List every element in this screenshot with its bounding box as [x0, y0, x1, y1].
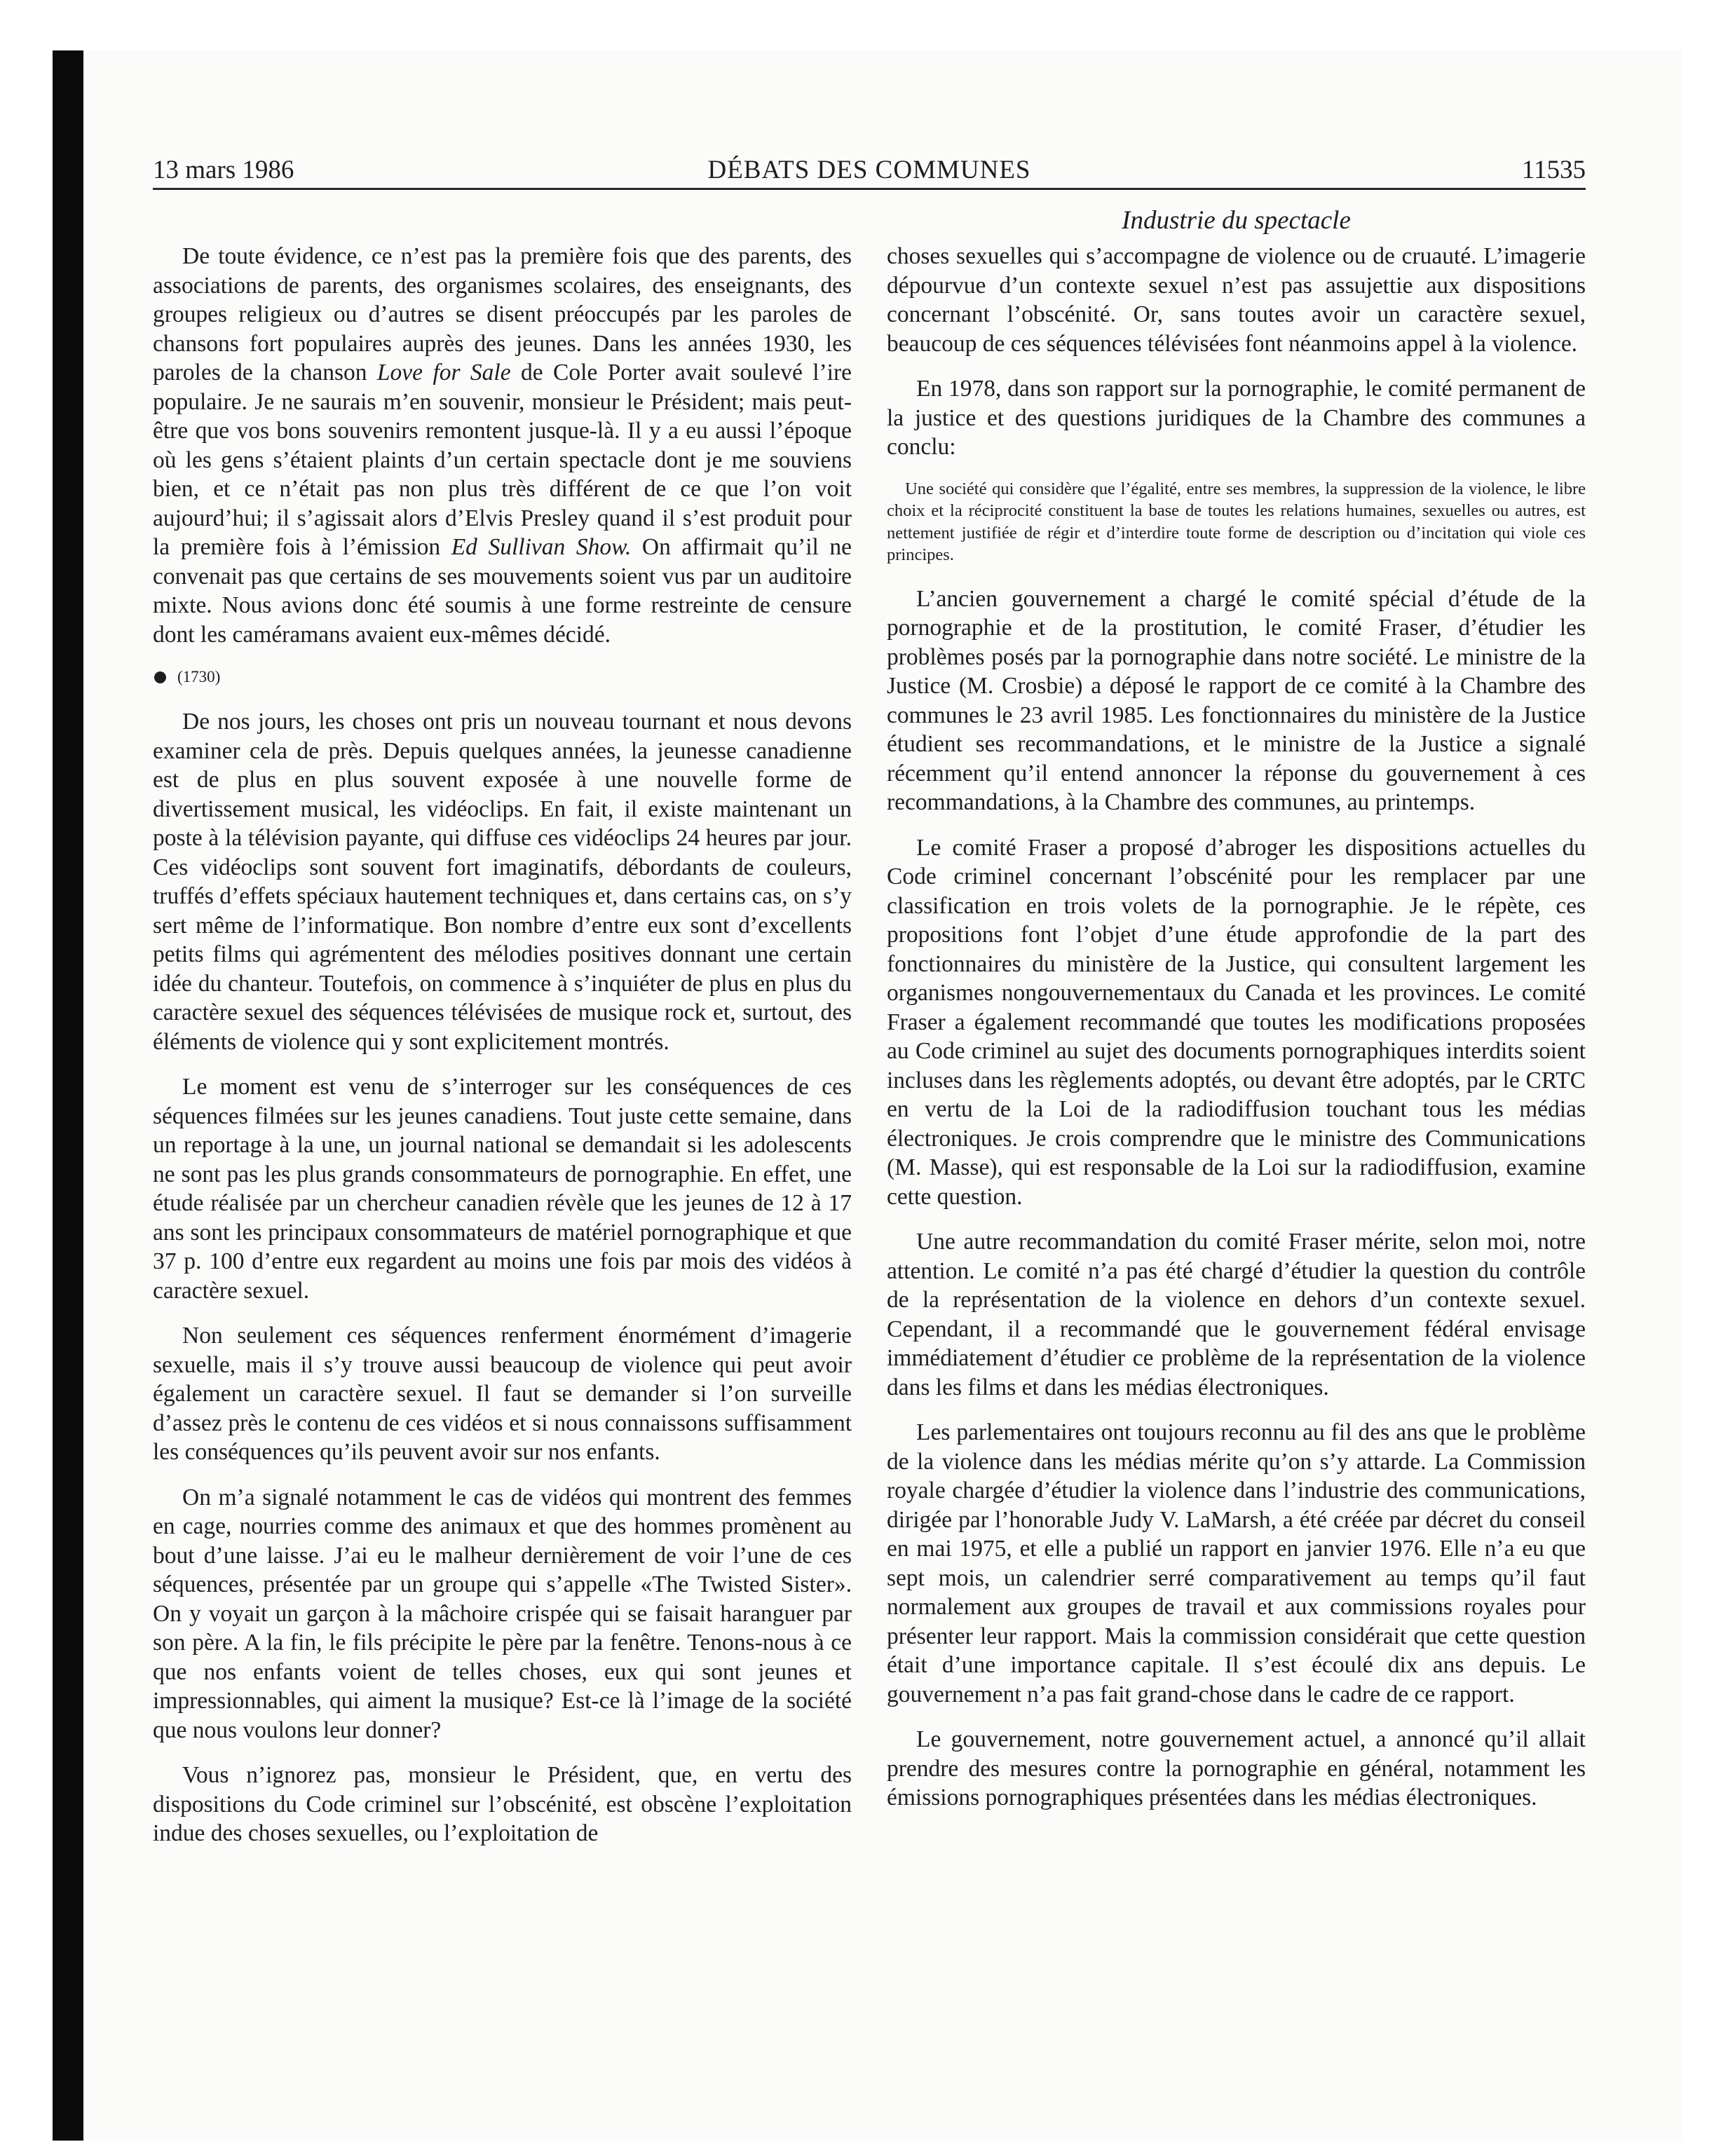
- show-title: Ed Sullivan Show.: [451, 534, 632, 560]
- right-column: [887, 242, 1586, 1829]
- header-title: DÉBATS DES COMMUNES: [707, 156, 1031, 184]
- block-quote: Une société qui considère que l’égalité, entre ses membres, la suppression de la violence, le libre choix et la réciprocité constituent la base de toutes les relations humaines, sexuelles ou autres, est nettement justifiée de régir et d’interdire toute forme de description ou d’incitation qui viole ces principes.: [887, 479, 1586, 564]
- left-column: [153, 242, 852, 1864]
- paragraph: Une autre recommandation du comité Fraser mérite, selon moi, notre attention. Le comité n’a pas été chargé d’étudier la question du contrôle de la représentation de la violence en dehors d’un contexte sexuel. Cependant, il a recommandé que le gouvernement fédéral envisage immédiatement d’étudier ce problème de la représentation de la violence dans les films et dans les médias électroniques.: [887, 1229, 1586, 1400]
- paragraph: Le gouvernement, notre gouvernement actuel, a annoncé qu’il allait prendre des mesures contre la pornographie en général, notamment les émissions pornographiques présentées dans les médias électroniques.: [887, 1726, 1586, 1810]
- song-title: Love for Sale: [376, 360, 511, 386]
- paragraph: En 1978, dans son rapport sur la pornographie, le comité permanent de la justice et des questions juridiques de la Chambre des communes a conclu:: [887, 376, 1586, 460]
- paragraph: De toute évidence, ce n’est pas la première fois que des parents, des associations de parents, des organismes scolaires, des enseignants, des groupes religieux ou d’autres se disent préoccupés par les paroles de chansons fort populaires auprès des jeunes. Dans les années 1930, les paroles de la chanson Love for Sale de Cole Porter avait soulevé l’ire populaire. Je ne saurais m’en souvenir, monsieur le Président; mais peut-être que vos bons souvenirs remontent jusque-là. Il y a eu aussi l’époque où les gens s’étaient plaints d’un certain spectacle dont je me souviens bien, et ce n’était pas non plus très différent de ce que l’on voit aujourd’hui; il s’agissait alors d’Elvis Presley quand il s’est produit pour la première fois à l’émission Ed Sullivan Show. On affirmait qu’il ne convenait pas que certains de ses mouvements soient vus par un auditoire mixte. Nous avions donc été soumis à une forme restreinte de censure dont les caméramans avaient eux-mêmes décidé.: [153, 243, 852, 648]
- page-header: [153, 153, 1586, 188]
- paragraph: choses sexuelles qui s’accompagne de violence ou de cruauté. L’imagerie dépourvue d’un contexte sexuel n’est pas assujettie aux dispositions concernant l’obscénité. Or, sans toutes avoir un caractère sexuel, beaucoup de ces séquences télévisées font néanmoins appel à la violence.: [887, 243, 1586, 357]
- paragraph: De nos jours, les choses ont pris un nouveau tournant et nous devons examiner cela de près. Depuis quelques années, la jeunesse canadienne est de plus en plus souvent exposée à une nouvelle forme de divertissement musical, les vidéoclips. En fait, il existe maintenant un poste à la télévision payante, qui diffuse ces vidéoclips 24 heures par jour. Ces vidéoclips sont souvent fort imaginatifs, débordants de couleurs, truffés d’effets spéciaux hautement techniques et, dans certains cas, on s’y sert même de l’informatique. Bon nombre d’entre eux sont d’excellents petits films qui agrémentent des mélodies positives donnant une certain idée du chanteur. Toutefois, on commence à s’inquiéter de plus en plus du caractère sexuel des séquences télévisées de musique rock et, surtout, des éléments de violence qui y sont explicitement montrés.: [153, 709, 852, 1055]
- paragraph: Vous n’ignorez pas, monsieur le Président, que, en vertu des dispositions du Code criminel sur l’obscénité, est obscène l’exploitation indue des choses sexuelles, ou l’exploitation de: [153, 1762, 852, 1846]
- paragraph: L’ancien gouvernement a chargé le comité spécial d’étude de la pornographie et de la prostitution, le comité Fraser, d’étudier les problèmes posés par la pornographie dans notre société. Le ministre de la Justice (M. Crosbie) a déposé le rapport de ce comité à la Chambre des communes le 23 avril 1985. Les fonctionnaires du ministère de la Justice étudient ses recommandations, et le ministre de la Justice a signalé récemment qu’il entend annoncer la réponse du gouvernement à ces recommandations, à la Chambre des communes, au printemps.: [887, 585, 1586, 815]
- timestamp: (1730): [153, 665, 852, 689]
- header-date: 13 mars 1986: [153, 156, 294, 184]
- paragraph: Le comité Fraser a proposé d’abroger les dispositions actuelles du Code criminel concernant l’obscénité pour les remplacer par une classification en trois volets de la pornographie. Je le répète, ces propositions font l’objet d’une étude approfondie de la part des fonctionnaires du ministère de la Justice, qui consultent largement les organismes nongouvernementaux du Canada et les provinces. Le comité Fraser a également recommandé que toutes les modifications proposées au Code criminel au sujet des documents pornographiques interdits soient incluses dans les règlements adoptés, ou devant être adoptés, par le CRTC en vertu de la Loi de la radiodiffusion touchant tous les médias électroniques. Je crois comprendre que le ministre des Communications (M. Masse), qui est responsable de la Loi sur la radiodiffusion, examine cette question.: [887, 834, 1586, 1210]
- paragraph: On m’a signalé notamment le cas de vidéos qui montrent des femmes en cage, nourries comme des animaux et que des hommes promènent au bout d’une laisse. J’ai eu le malheur dernièrement de voir l’une de ces séquences, présentée par un groupe qui s’appelle «The Twisted Sister». On y voyait un garçon à la mâchoire crispée qui se faisait haranguer par son père. A la fin, le fils précipite le père par la fenêtre. Tenons-nous à ce que nos enfants voient de telles choses, eux qui sont jeunes et impressionnables, qui aiment la musique? Est-ce là l’image de la société que nous voulons leur donner?: [153, 1484, 852, 1743]
- paragraph: Non seulement ces séquences renferment énormément d’imagerie sexuelle, mais il s’y trouve aussi beaucoup de violence qui peut avoir également un caractère sexuel. Il faut se demander si l’on surveille d’assez près le contenu de ces vidéos et si nous connaissons suffisamment les conséquences qu’ils peuvent avoir sur nos enfants.: [153, 1323, 852, 1465]
- paragraph: Les parlementaires ont toujours reconnu au fil des ans que le problème de la violence dans les médias mérite qu’on s’y attarde. La Commission royale chargée d’étudier la violence dans l’industrie des communications, dirigée par l’honorable Judy V. LaMarsh, a été créée par décret du conseil en mai 1975, et elle a publié un rapport en janvier 1976. Elle n’a eu que sept mois, un calendrier serré comparativement au temps qu’il faut normalement aux groupes de travail et aux commissions royales pour présenter leur rapport. Mais la commission considérait que cette question était d’une importance capitale. Il s’est écoulé dix ans depuis. Le gouvernement n’a pas fait grand-chose dans le cadre de ce rapport.: [887, 1419, 1586, 1707]
- paragraph: Le moment est venu de s’interroger sur les conséquences de ces séquences filmées sur les jeunes canadiens. Tout juste cette semaine, dans un reportage à la une, un journal national se demandait si les adolescents ne sont pas les plus grands consommateurs de pornographie. En effet, une étude réalisée par un chercheur canadien révèle que les jeunes de 12 à 17 ans sont les principaux consommateurs de matériel pornographique et que 37 p. 100 d’entre eux regardent au moins une fois par mois des vidéos à caractère sexuel.: [153, 1074, 852, 1304]
- header-page-number: 11535: [1521, 156, 1586, 184]
- scan-edge: [53, 50, 83, 2141]
- header-rule: [153, 188, 1586, 190]
- section-title: Industrie du spectacle: [1122, 206, 1351, 235]
- bullet-icon: [154, 671, 166, 683]
